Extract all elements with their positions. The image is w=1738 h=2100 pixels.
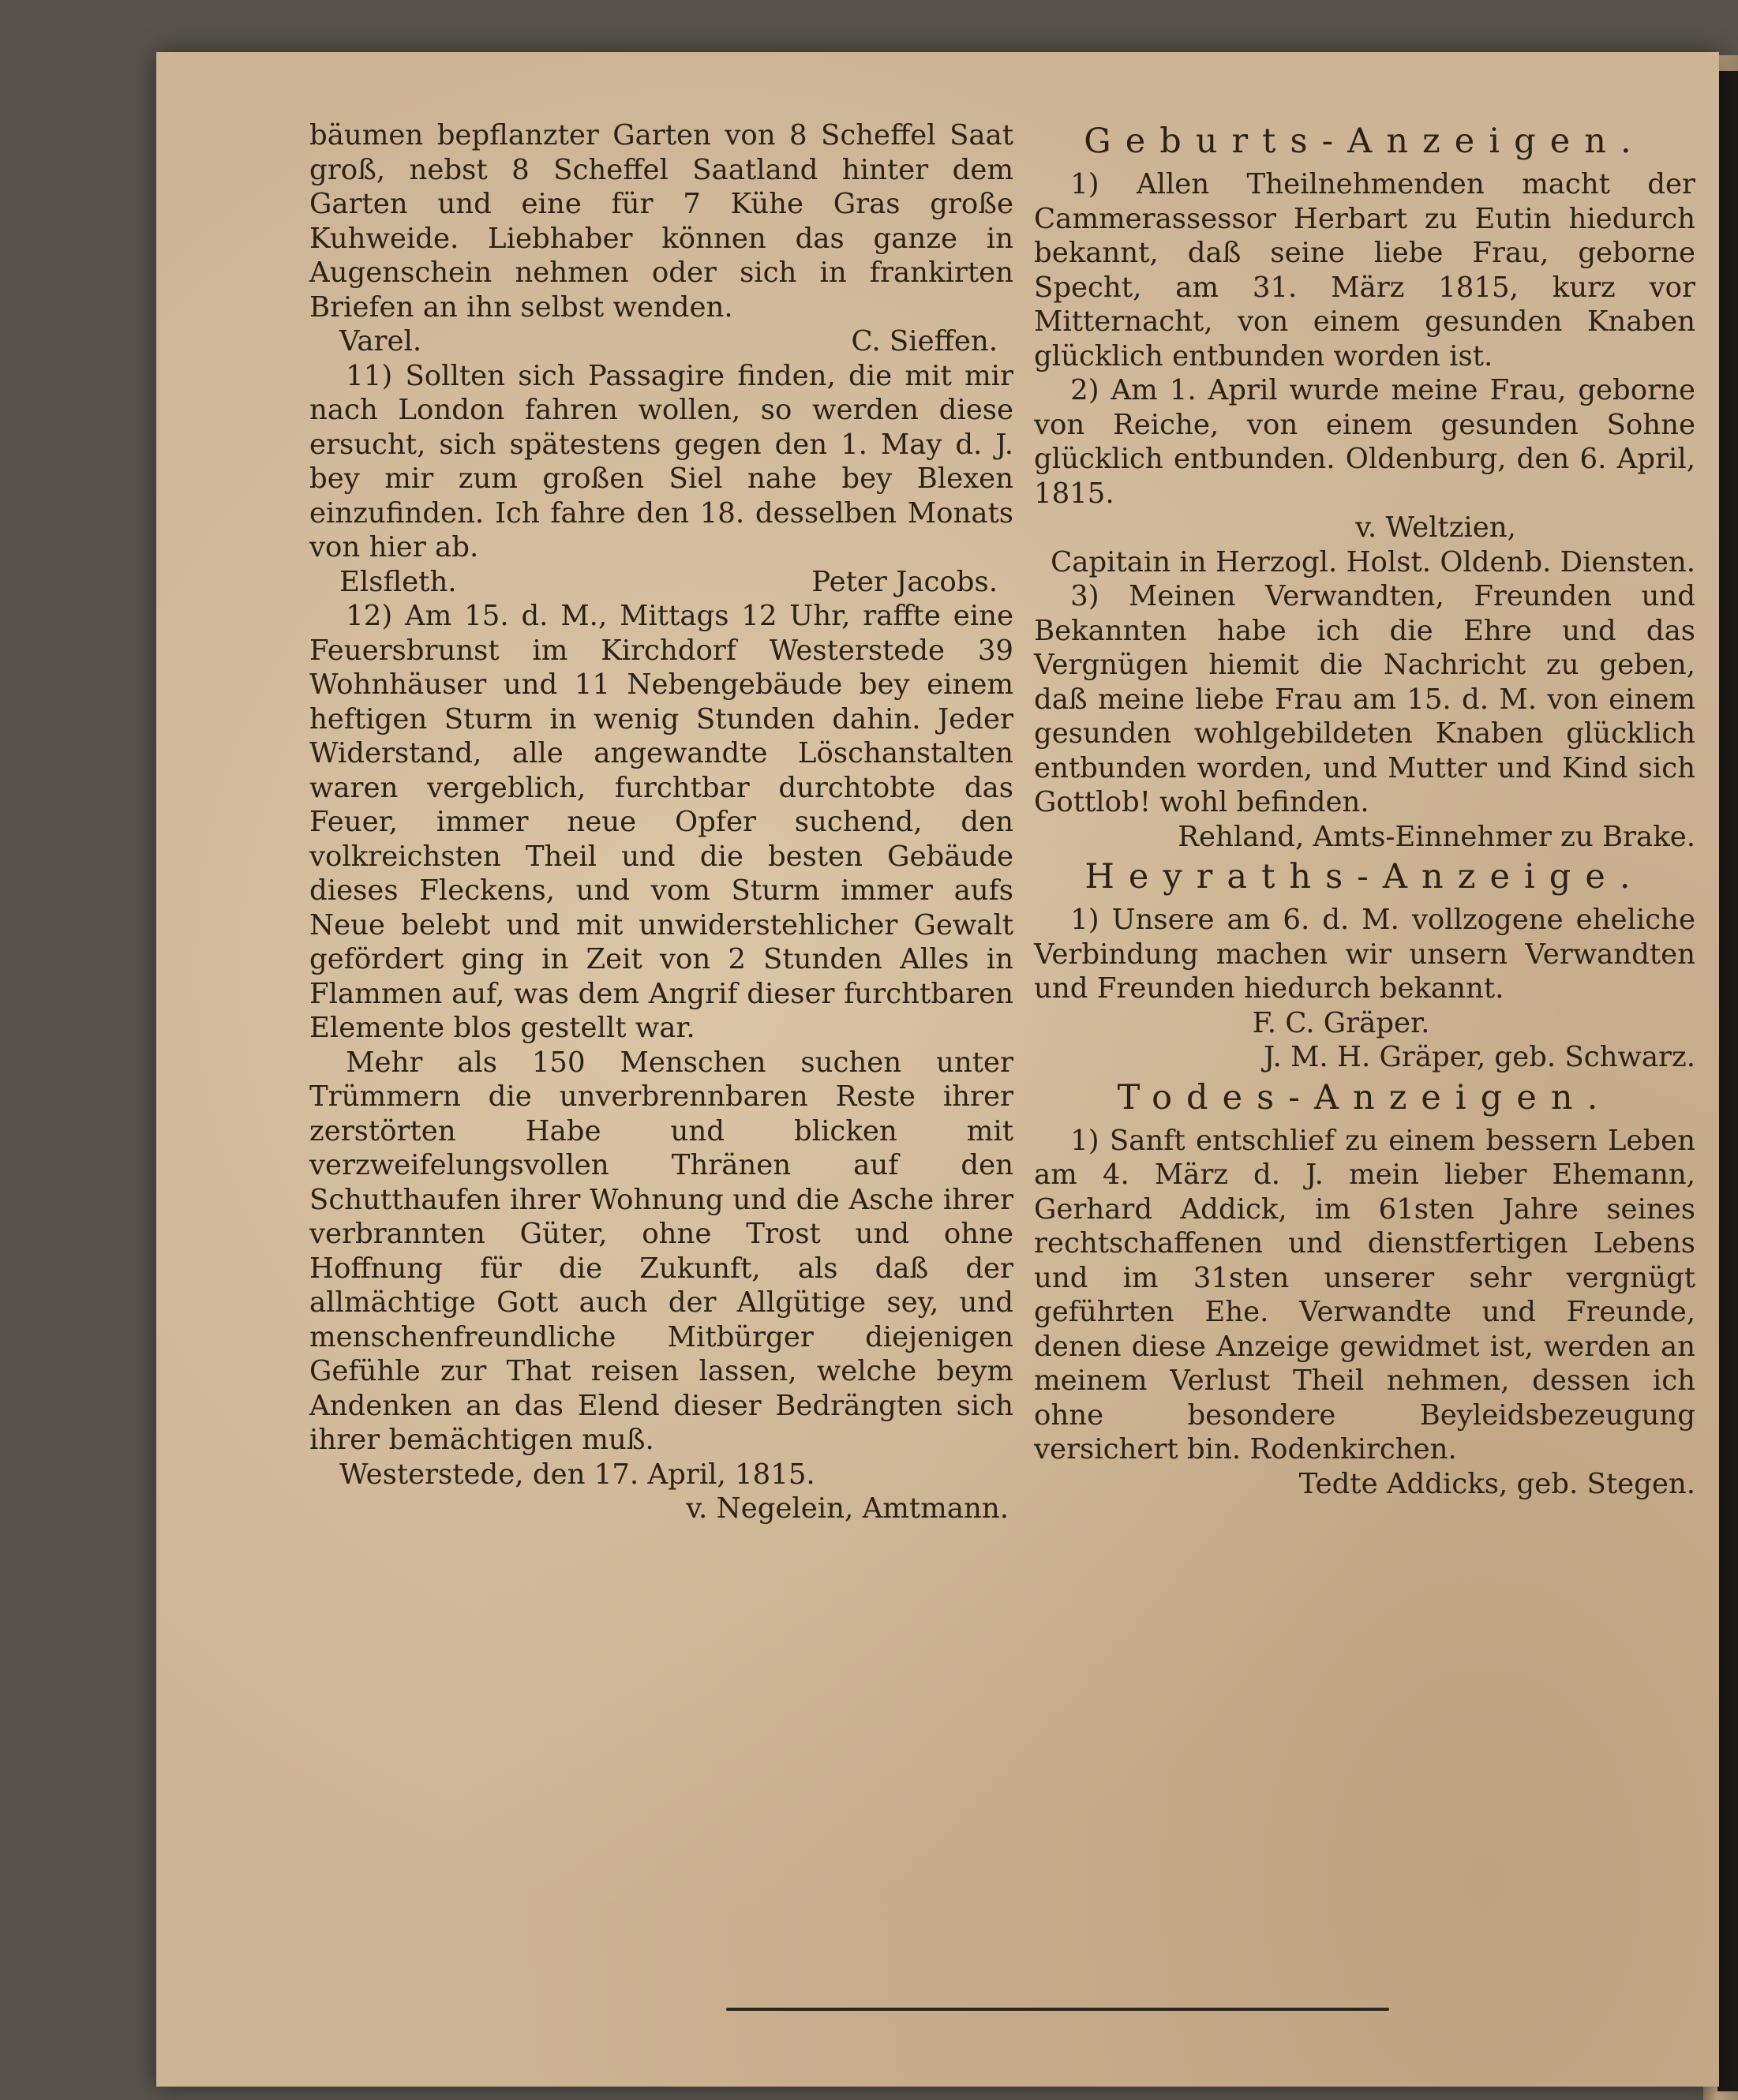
notice-11-place: Elsfleth.: [339, 565, 457, 598]
birth-notice-3: 3) Meinen Verwandten, Freunden und Bekannten habe ich die Ehre und das Vergnügen hiemit die Nachricht zu geben, daß meine liebe Frau am 15. d. M. von einem gesunden wohlgebildeten Knaben glücklich entbunden worden, und Mutter und Kind sich Gottlob! wohl befinden.: [1034, 580, 1695, 818]
notice-12-place-date: Westerstede, den 17. April, 1815.: [339, 1458, 815, 1491]
death-notice-1-signature: Tedte Addicks, geb. Stegen.: [1298, 1467, 1695, 1500]
birth-notice-3-signature: Rehland, Amts-Einnehmer zu Brake.: [1178, 820, 1695, 853]
right-column: [1034, 118, 1695, 1501]
marriage-heading: Heyraths-Anzeige.: [1084, 857, 1645, 897]
death-notice-1: 1) Sanft entschlief zu einem bessern Leben am 4. März d. J. mein lieber Ehemann, Gerhard Addick, im 61sten Jahre seines rechtschaffenen und dienstfertigen Lebens und im 31sten unserer sehr vergnügt geführten Ehe. Verwandte und Freunde, denen diese Anzeige gewidmet ist, werden an meinem Verlust Theil nehmen, dessen ich ohne besondere Beyleidsbezeugung versichert bin. Rodenkirchen.: [1034, 1124, 1695, 1466]
birth-notice-2-signature: v. Weltzien,: [1355, 511, 1516, 544]
notice-12-signature: v. Negelein, Amtmann.: [686, 1492, 1009, 1525]
marriage-notice-1: 1) Unsere am 6. d. M. vollzogene eheliche Verbindung machen wir unsern Verwandten und Freunden hiedurch bekannt.: [1034, 904, 1695, 1005]
notice-12-signature-row: [309, 1492, 1013, 1526]
notice-garden-text: bäumen bepflanzter Garten von 8 Scheffel Saat groß, nebst 8 Scheffel Saatland hinter dem Garten und eine für 7 Kühe Gras große Kuhweide. Liebhaber können das ganze in Augenschein nehmen oder sich in frankirten Briefen an ihn selbst wenden.: [309, 119, 1013, 324]
births-heading: Geburts-Anzeigen.: [1084, 122, 1646, 161]
birth-notice-2-title: Capitain in Herzogl. Holst. Oldenb. Diensten.: [1051, 545, 1695, 578]
section-divider-rule: [726, 2008, 1389, 2011]
notice-garden-place: Varel.: [339, 325, 422, 357]
left-column: [309, 118, 1013, 1526]
notice-12-text: 12) Am 15. d. M., Mittags 12 Uhr, raffte eine Feuersbrunst im Kirchdorf Westerstede 39 Wohnhäuser und 11 Nebengebäude bey einem heftigen Sturm in wenig Stunden dahin. Jeder Widerstand, alle angewandte Löschanstalten waren vergeblich, furchtbar durchtobte das Feuer, immer neue Opfer suchend, den volkreichsten Theil und die besten Gebäude dieses Fleckens, und vom Sturm immer aufs Neue belebt und mit unwiderstehlicher Gewalt gefördert ging in Zeit von 2 Stunden Alles in Flammen auf, was dem Angrif dieser furchtbaren Elemente blos gestellt war.: [309, 600, 1013, 1044]
notice-11-signature-row: [309, 565, 1013, 600]
notice-11-text: 11) Sollten sich Passagire finden, die mit mir nach London fahren wollen, so werden diese ersucht, sich spätestens gegen den 1. May d. J. bey mir zum großen Siel nahe bey Blexen einzufinden. Ich fahre den 18. desselben Monats von hier ab.: [309, 359, 1013, 563]
death-heading: Todes-Anzeigen.: [1117, 1077, 1613, 1117]
marriage-notice-1-signature-groom: F. C. Gräper.: [1252, 1006, 1430, 1039]
binding-shadow: [1717, 71, 1738, 2091]
notice-garden-signature: C. Sieffen.: [851, 325, 998, 357]
notice-11-signature: Peter Jacobs.: [811, 565, 998, 598]
notice-garden-signature-row: [309, 324, 1013, 359]
birth-notice-2: 2) Am 1. April wurde meine Frau, geborne von Reiche, von einem gesunden Sohne glücklich entbunden. Oldenburg, den 6. April, 1815.: [1034, 374, 1695, 510]
birth-notice-1: 1) Allen Theilnehmenden macht der Cammerassessor Herbart zu Eutin hiedurch bekannt, daß seine liebe Frau, geborne Specht, am 31. März 1815, kurz vor Mitternacht, von einem gesunden Knaben glücklich entbunden worden ist.: [1034, 168, 1695, 372]
marriage-notice-1-signature-bride: J. M. H. Gräper, geb. Schwarz.: [1264, 1041, 1695, 1073]
notice-12-continued-text: Mehr als 150 Menschen suchen unter Trümmern die unverbrennbaren Reste ihrer zerstörten Habe und blicken mit verzweifelungsvollen Thränen auf den Schutthaufen ihrer Wohnung und die Asche ihrer verbrannten Güter, ohne Trost und ohne Hoffnung für die Zukunft, als daß der allmächtige Gott auch der Allgütige sey, und menschenfreundliche Mitbürger diejenigen Gefühle zur That reisen lassen, welche beym Andenken an das Elend dieser Bedrängten sich ihrer bemächtigen muß.: [309, 1046, 1013, 1456]
